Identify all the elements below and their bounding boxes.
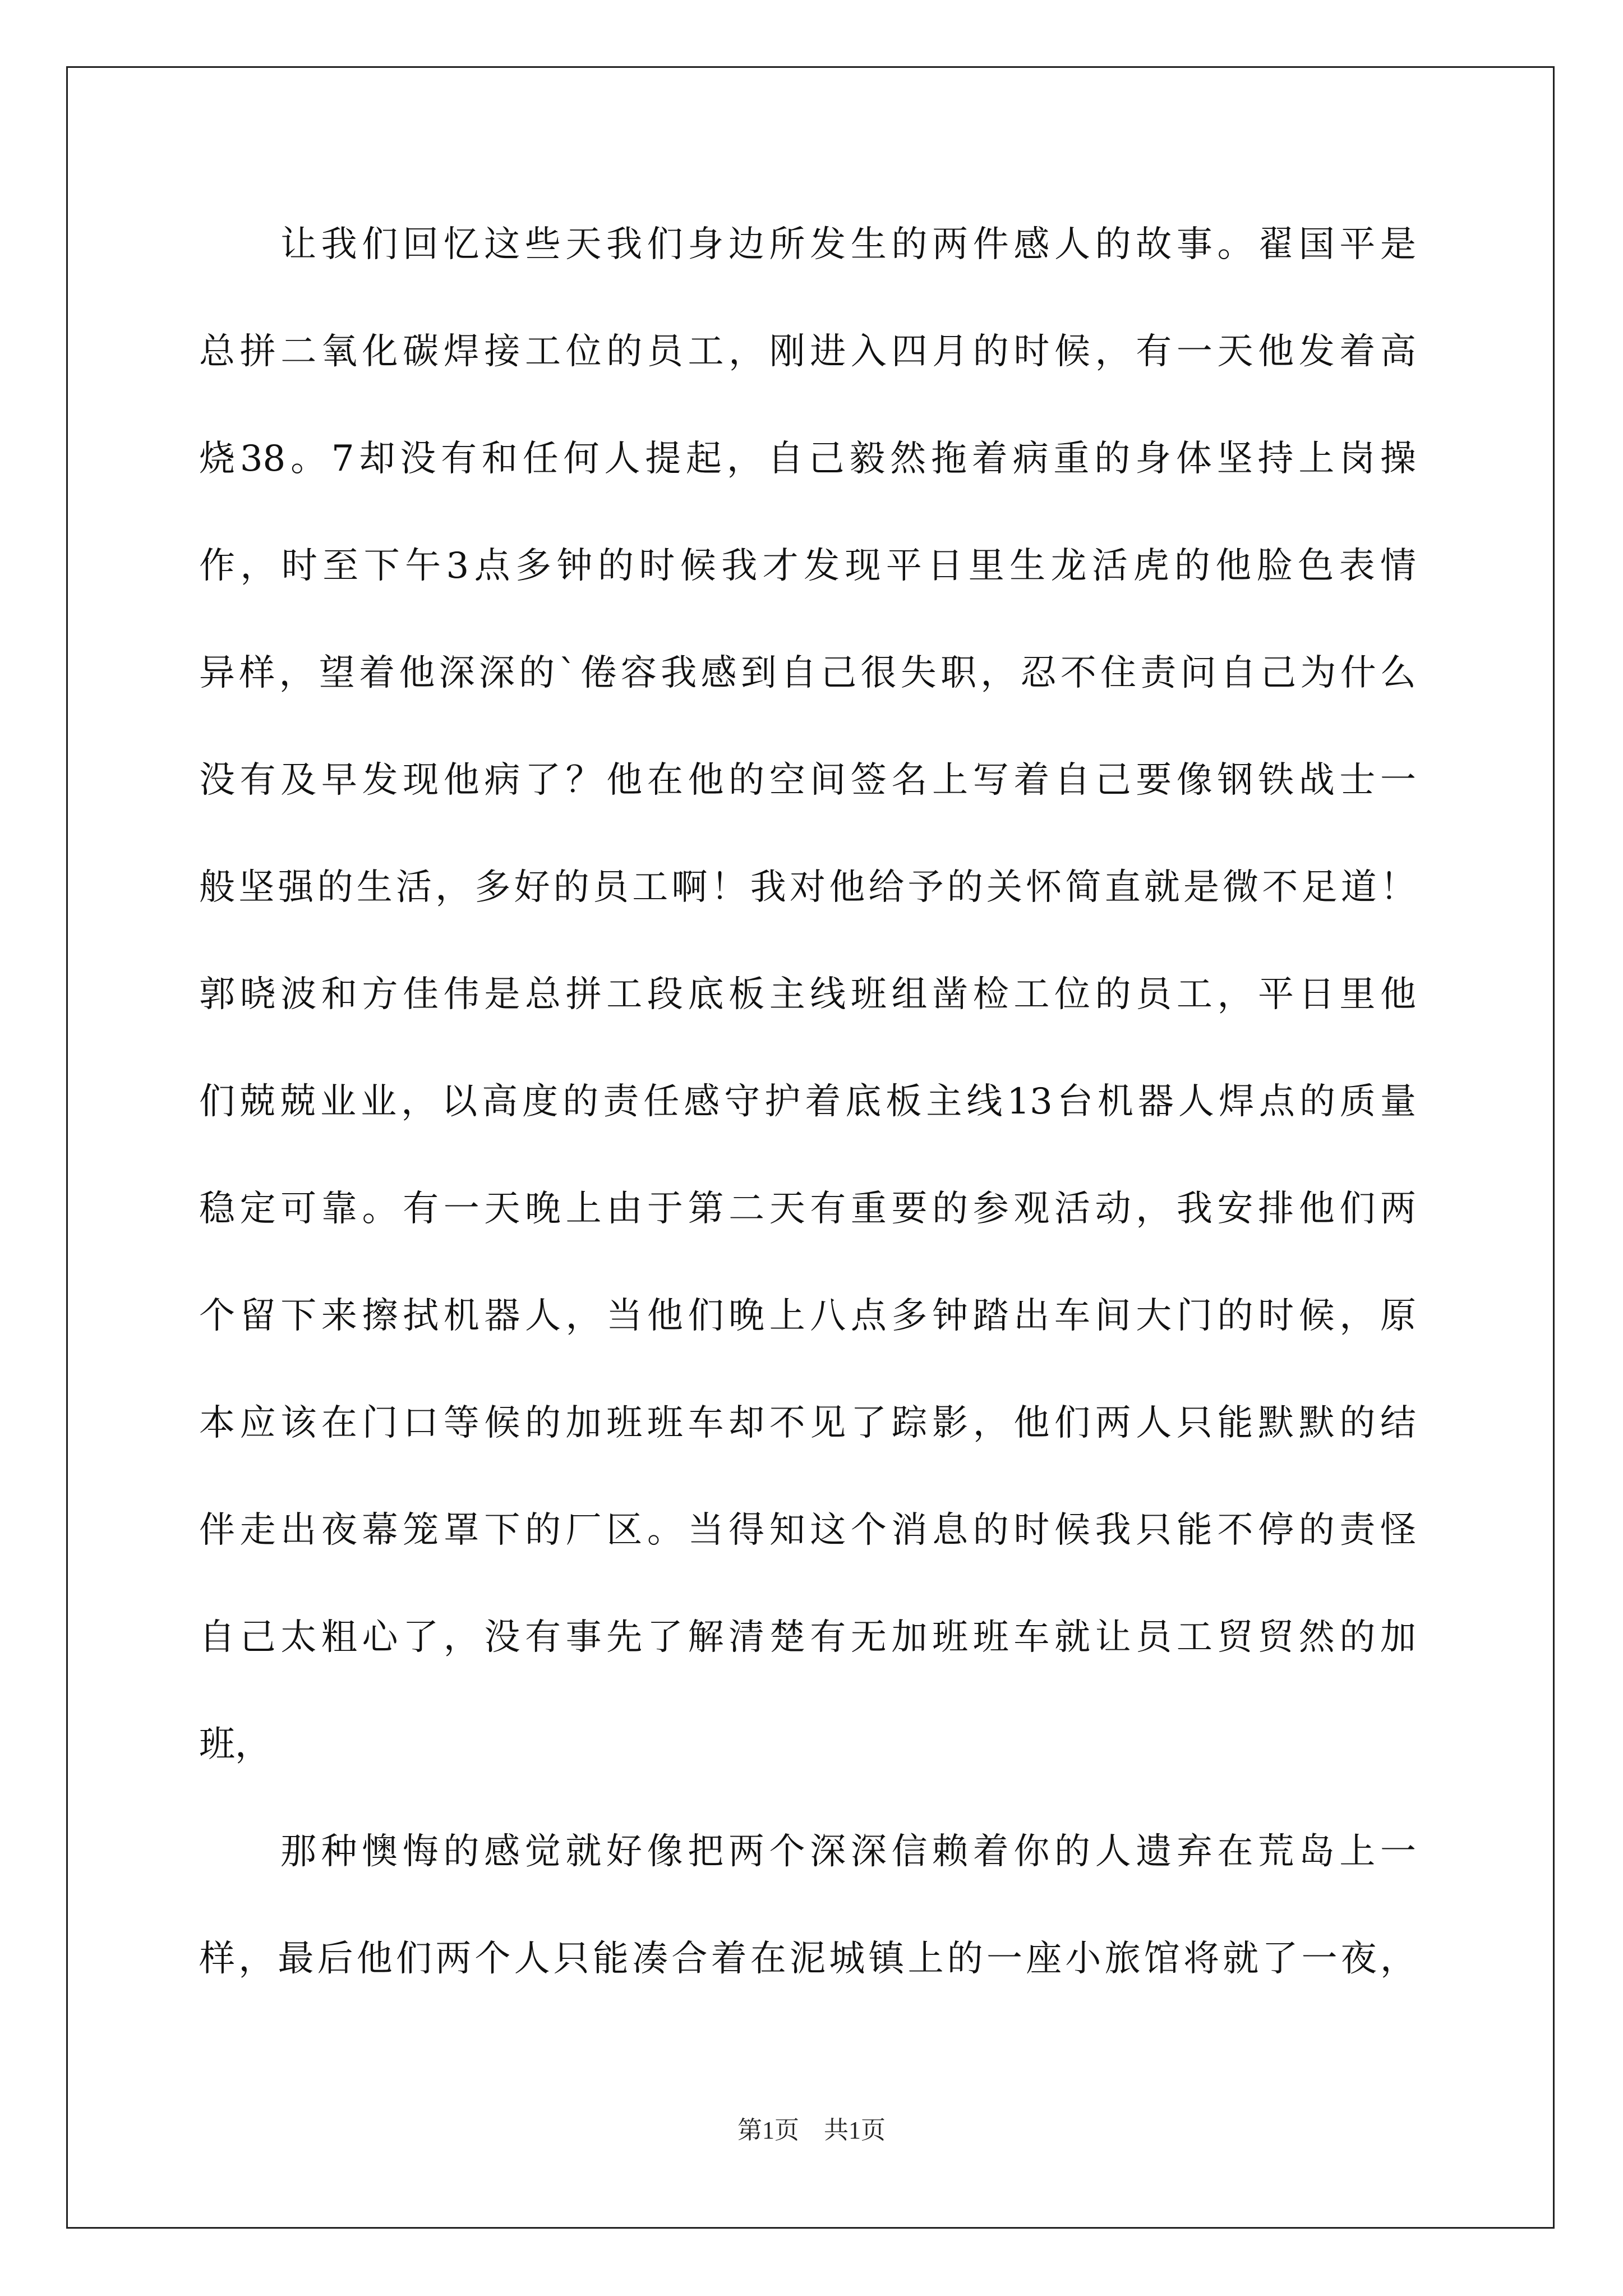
paragraph-1-line-9: 们兢兢业业，以高度的责任感守护着底板主线13台机器人焊点的质量 xyxy=(199,1081,1416,1122)
paragraph-1-line-2: 总拼二氧化碳焊接工位的员工，刚进入四月的时候，有一天他发着高 xyxy=(199,331,1416,372)
paragraph-1-line-8: 郭晓波和方佳伟是总拼工段底板主线班组凿检工位的员工，平日里他 xyxy=(199,974,1416,1015)
paragraph-1-line-14: 自己太粗心了，没有事先了解清楚有无加班班车就让员工贸贸然的加 xyxy=(199,1617,1416,1658)
paragraph-1-line-1: 让我们回忆这些天我们身边所发生的两件感人的故事。翟国平是 xyxy=(280,224,1416,265)
paragraph-1-line-5: 异样，望着他深深的`倦容我感到自己很失职，忍不住责问自己为什么 xyxy=(199,652,1416,694)
paragraph-1-line-15: 班， xyxy=(199,1724,271,1765)
paragraph-2-line-2: 样，最后他们两个人只能凑合着在泥城镇上的一座小旅馆将就了一夜， xyxy=(199,1938,1416,1980)
paragraph-1-line-4: 作，时至下午3点多钟的时候我才发现平日里生龙活虎的他脸色表情 xyxy=(199,545,1416,587)
paragraph-1-line-13: 伴走出夜幕笼罩下的厂区。当得知这个消息的时候我只能不停的责怪 xyxy=(199,1510,1416,1551)
paragraph-1-line-10: 稳定可靠。有一天晚上由于第二天有重要的参观活动，我安排他们两 xyxy=(199,1188,1416,1230)
paragraph-1-line-3: 烧38。7却没有和任何人提起，自己毅然拖着病重的身体坚持上岗操 xyxy=(199,438,1416,480)
paragraph-1-line-7: 般坚强的生活，多好的员工啊！我对他给予的关怀简直就是微不足道！ xyxy=(199,867,1416,908)
paragraph-2-line-1: 那种懊悔的感觉就好像把两个深深信赖着你的人遗弃在荒岛上一 xyxy=(280,1831,1416,1872)
paragraph-1-line-11: 个留下来擦拭机器人，当他们晚上八点多钟踏出车间大门的时候，原 xyxy=(199,1295,1416,1337)
page-footer: 第1页 共1页 xyxy=(737,2116,886,2144)
paragraph-1-line-12: 本应该在门口等候的加班班车却不见了踪影，他们两人只能默默的结 xyxy=(199,1402,1416,1444)
paragraph-1-line-6: 没有及早发现他病了？他在他的空间签名上写着自己要像钢铁战士一 xyxy=(199,760,1416,801)
